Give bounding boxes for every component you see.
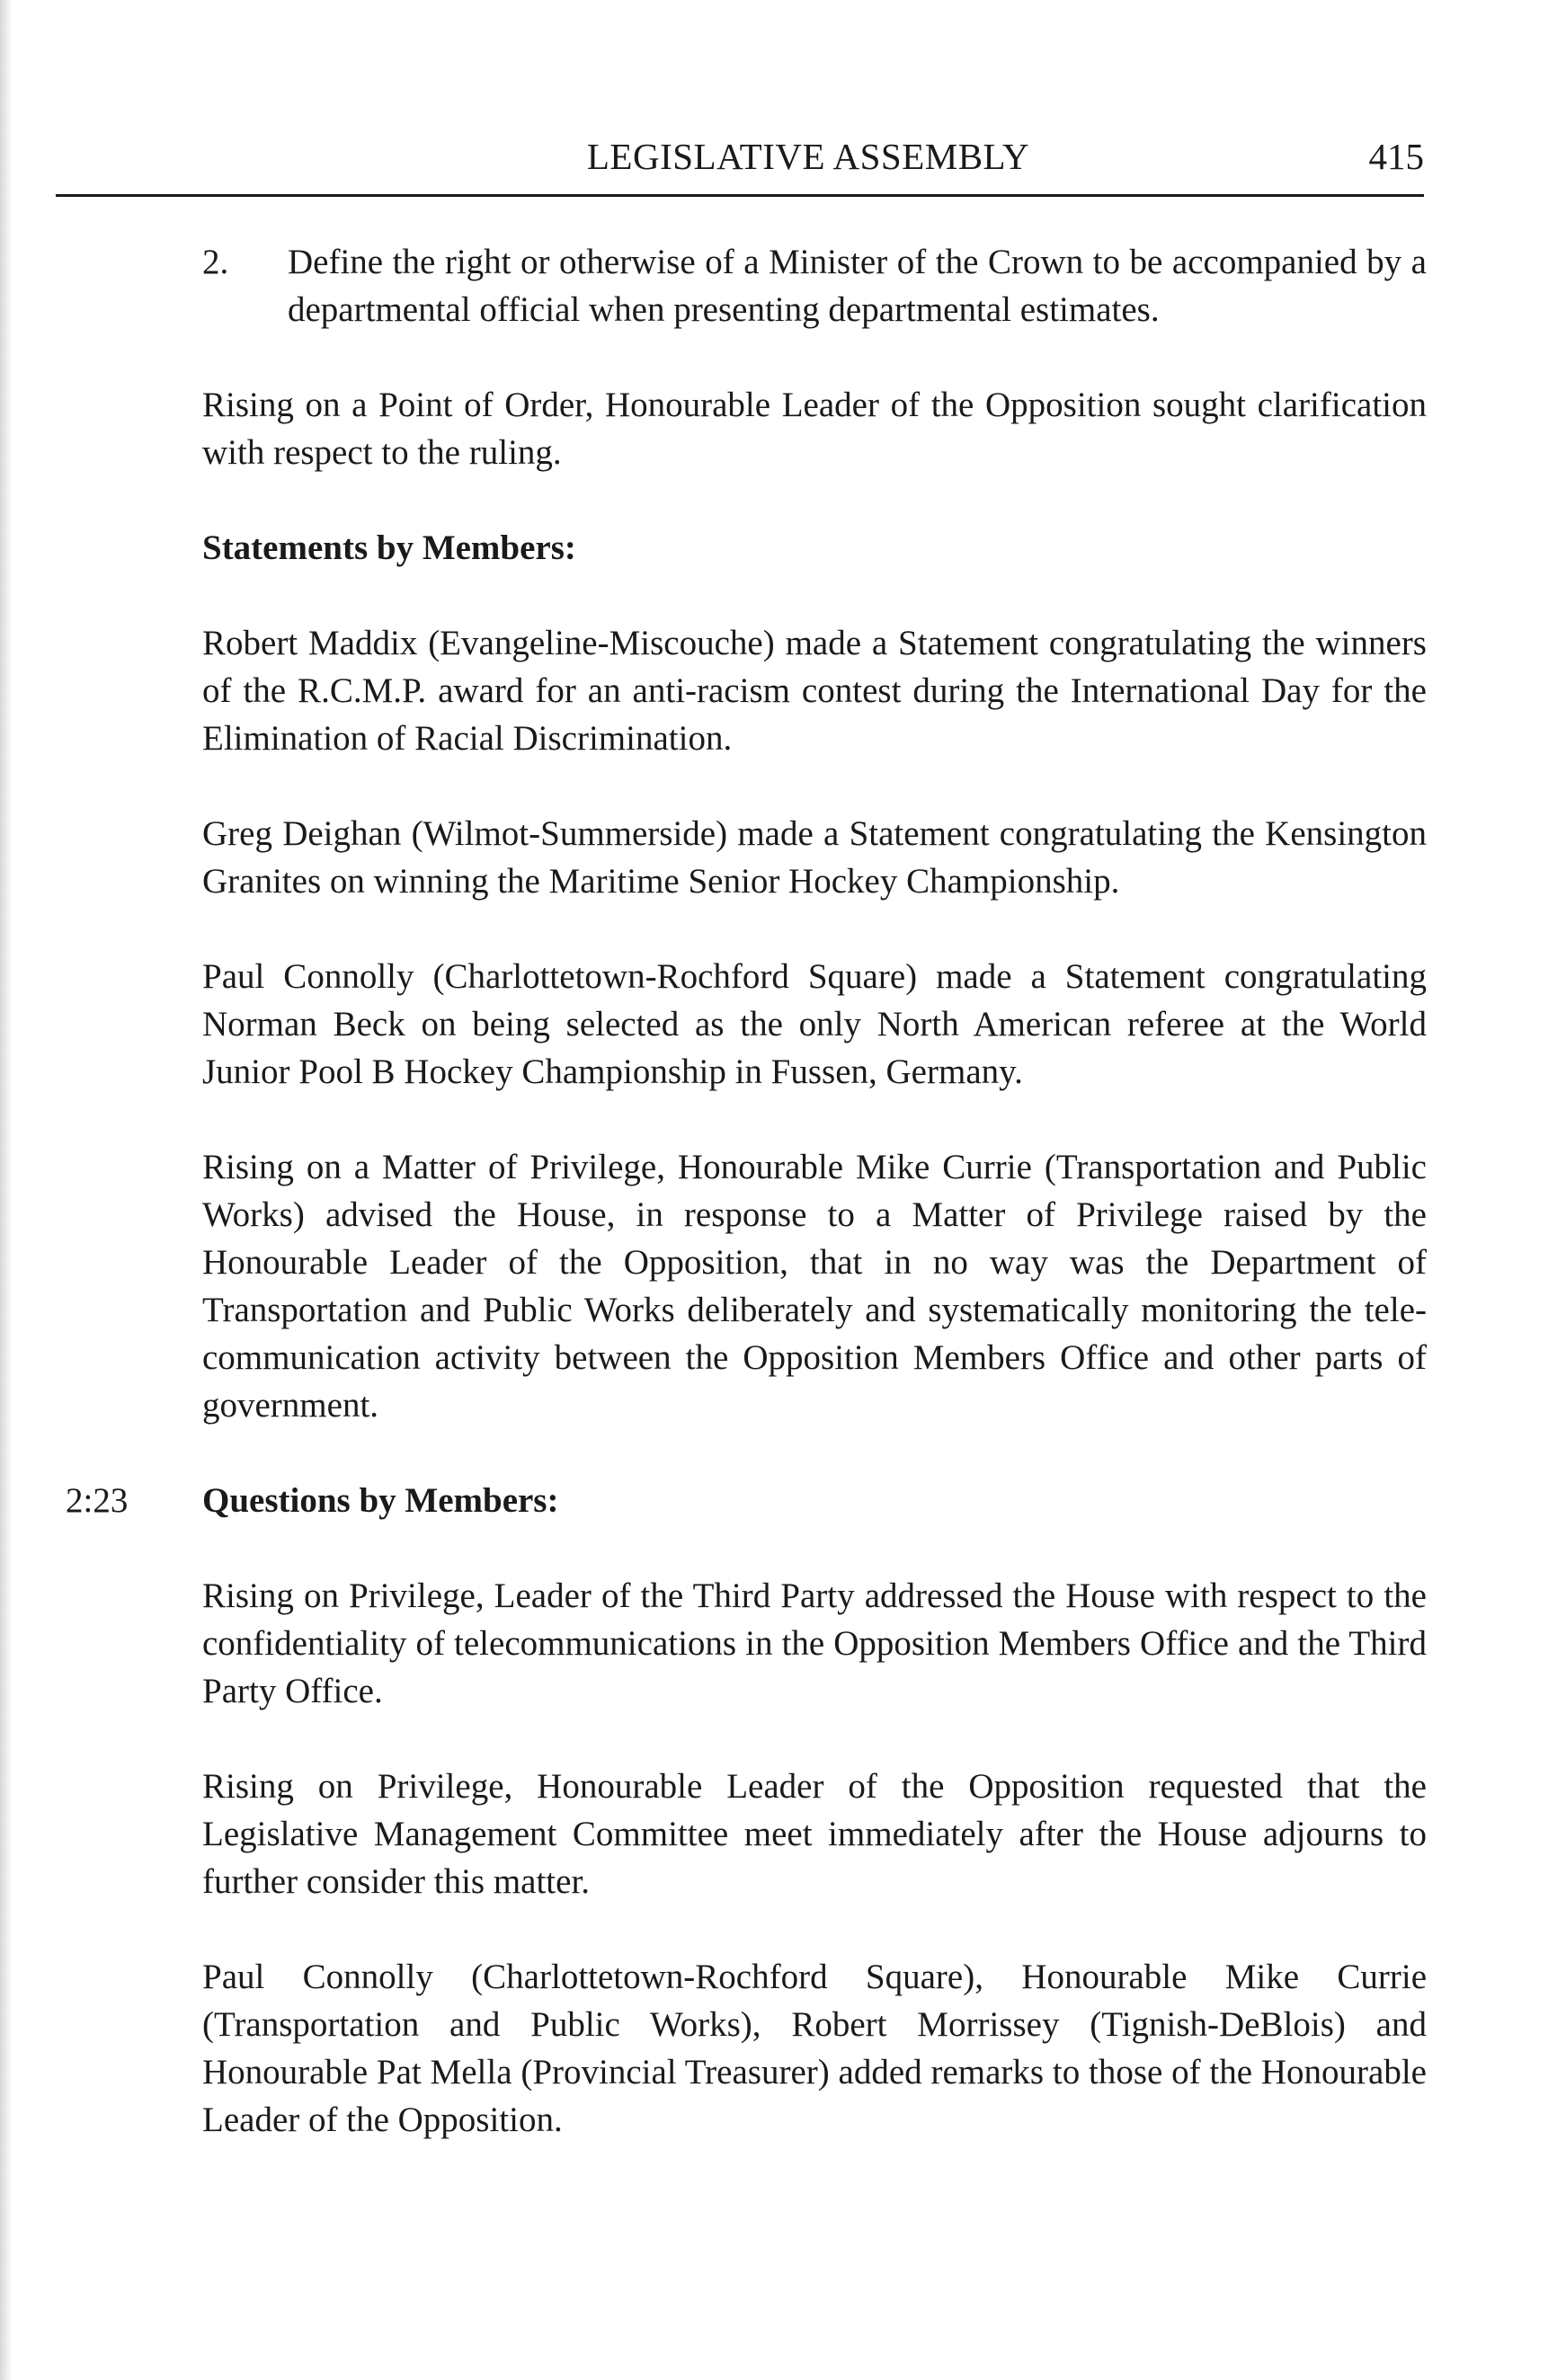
- header-title: LEGISLATIVE ASSEMBLY: [586, 136, 1030, 177]
- page-binding-shadow: [0, 0, 13, 2380]
- statements-heading: Statements by Members:: [202, 528, 576, 567]
- header-rule: [56, 194, 1424, 197]
- page-header: [192, 135, 1424, 198]
- item-number: 2.: [202, 243, 229, 281]
- page-body: [66, 238, 1427, 2191]
- question-paragraph: Rising on Privilege, Honourable Leader of the Opposition requested that the Legislative Management Committee meet immediately after the House adjourns to further consider this matter.: [202, 1767, 1427, 1901]
- item-text: Define the right or otherwise of a Minister of the Crown to be accompanied by a departmental official when presenting departmental estimates.: [288, 243, 1427, 329]
- question-paragraph: Paul Connolly (Charlottetown-Rochford Square), Honourable Mike Currie (Transportation and Public Works), Robert Morrissey (Tignish-DeBlois) and Honourable Pat Mella (Provincial Treasurer) added remarks to those of the Honourable Leader of the Opposition.: [202, 1958, 1427, 2139]
- statement-paragraph: Greg Deighan (Wilmot-Summerside) made a Statement congratulating the Kensington Granites on winning the Maritime Senior Hockey Championship.: [202, 814, 1427, 901]
- question-paragraph: Rising on Privilege, Leader of the Third Party addressed the House with respect to the confidentiality of telecommunications in the Opposition Members Office and the Third Party Office.: [202, 1576, 1427, 1710]
- statement-paragraph: Rising on a Matter of Privilege, Honourable Mike Currie (Transportation and Public Works) advised the House, in response to a Matter of Privilege raised by the Honourable Leader of the Opposition, that in no way was the Department of Transportation and Public Works deliberately and systematically monitoring the tele-communication activity between the Opposition Members Office and other parts of government.: [202, 1148, 1427, 1425]
- paragraph-point-of-order: Rising on a Point of Order, Honourable Leader of the Opposition sought clarification with respect to the ruling.: [202, 386, 1427, 472]
- page-number: 415: [1368, 136, 1424, 177]
- statement-paragraph: Paul Connolly (Charlottetown-Rochford Square) made a Statement congratulating Norman Beck on being selected as the only North American referee at the World Junior Pool B Hockey Championship in Fussen, Germany.: [202, 957, 1427, 1091]
- numbered-item: [202, 238, 1427, 333]
- questions-heading-row: [66, 1477, 1427, 1524]
- statement-paragraph: Robert Maddix (Evangeline-Miscouche) made a Statement congratulating the winners of the R.C.M.P. award for an anti-racism contest during the International Day for the Elimination of Racial Discrimination.: [202, 624, 1427, 758]
- questions-heading: Questions by Members:: [202, 1481, 559, 1520]
- margin-timestamp: 2:23: [66, 1481, 129, 1520]
